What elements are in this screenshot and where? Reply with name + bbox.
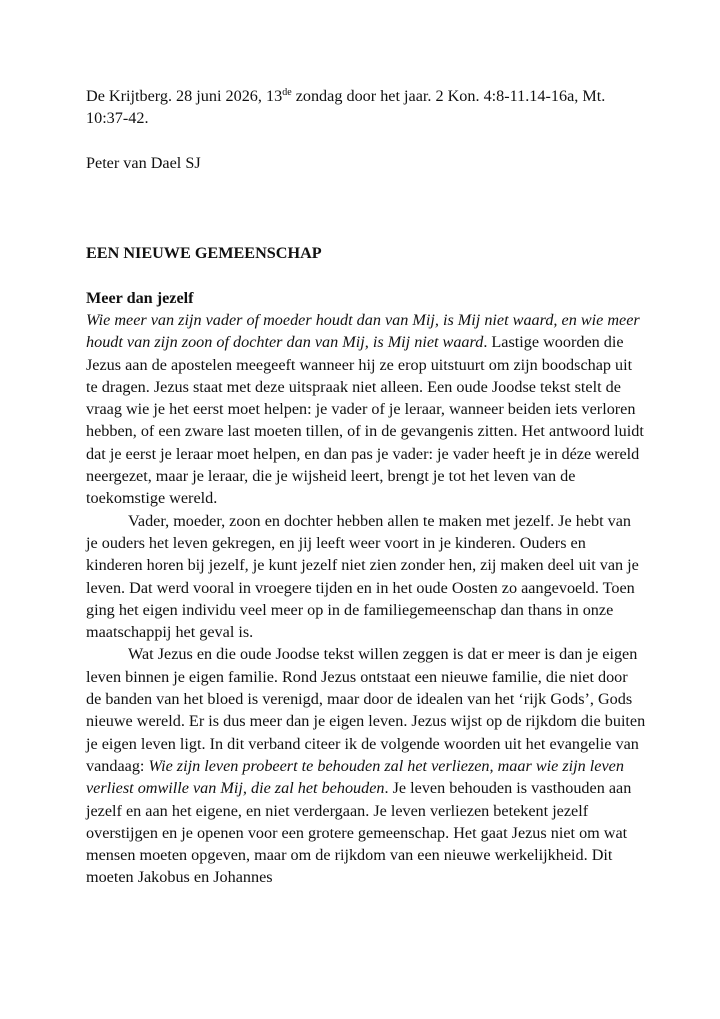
- bible-quote-1: Wie meer van zijn vader of moeder houdt dan van Mij, is Mij niet waard, en wie meer houdt van zijn zoon of dochter dan van Mij, is Mij niet waard: [86, 311, 640, 352]
- paragraph-1: [86, 309, 646, 510]
- paragraph-3-text-b: . Je leven behouden is vasthouden aan jezelf en aan het eigene, en niet verdergaan. Je leven verliezen betekent jezelf overstijgen en je openen voor een grotere gemeenschap. Het gaat Jezus niet om wat mensen moeten opgeven, maar om de rijkdom van een nieuwe werkelijkheid. Dit moeten Jakobus en Johannes: [86, 779, 632, 887]
- paragraph-3: [86, 643, 646, 888]
- header-superscript: de: [282, 87, 292, 98]
- document-header: [86, 85, 646, 130]
- paragraph-3-text-a: Wat Jezus en die oude Joodse tekst willen zeggen is dat er meer is dan je eigen leven binnen je eigen familie. Rond Jezus ontstaat een nieuwe familie, die niet door de banden van het bloed is verenigd, maar door de idealen van het ‘rijk Gods’, Gods nieuwe wereld. Er is dus meer dan je eigen leven. Jezus wijst op de rijkdom die buiten je eigen leven ligt. In dit verband citeer ik de volgende woorden uit het evangelie van vandaag:: [86, 645, 646, 775]
- author-line: Peter van Dael SJ: [86, 154, 201, 172]
- section-heading: Meer dan jezelf: [86, 289, 194, 307]
- header-text-start: De Krijtberg. 28 juni 2026, 13: [86, 87, 283, 105]
- header-text-end: zondag door het jaar. 2 Kon. 4:8-11.14-16a, Mt. 10:37-42.: [86, 87, 606, 128]
- body-text: [86, 309, 646, 889]
- bible-quote-2: Wie zijn leven probeert te behouden zal het verliezen, maar wie zijn leven verliest omwille van Mij, die zal het behouden: [86, 756, 624, 798]
- paragraph-1-text: . Lastige woorden die Jezus aan de apostelen meegeeft wanneer hij ze erop uitstuurt om zijn boodschap uit te dragen. Jezus staat met deze uitspraak niet alleen. Een oude Joodse tekst stelt de vraag wie je het eerst moet helpen: je vader of je leraar, wanneer beiden iets verloren hebben, of een zware last moeten tillen, of in de gevangenis zitten. Het antwoord luidt dat je eerst je leraar moet helpen, en dan pas je vader: je vader heeft je in déze wereld neergezet, maar je leraar, die je wijsheid leert, brengt je tot het leven van de toekomstige wereld.: [86, 333, 644, 508]
- paragraph-2: Vader, moeder, zoon en dochter hebben allen te maken met jezelf. Je hebt van je ouders het leven gekregen, en jij leeft weer voort in je kinderen. Ouders en kinderen horen bij jezelf, je kunt jezelf niet zien zonder hen, zij maken deel uit van je leven. Dat werd vooral in vroegere tijden en in het oude Oosten zo aangevoeld. Toen ging het eigen individu veel meer op in de familiegemeenschap dan thans in onze maatschappij het geval is.: [86, 511, 639, 642]
- document-title: EEN NIEUWE GEMEENSCHAP: [86, 244, 322, 262]
